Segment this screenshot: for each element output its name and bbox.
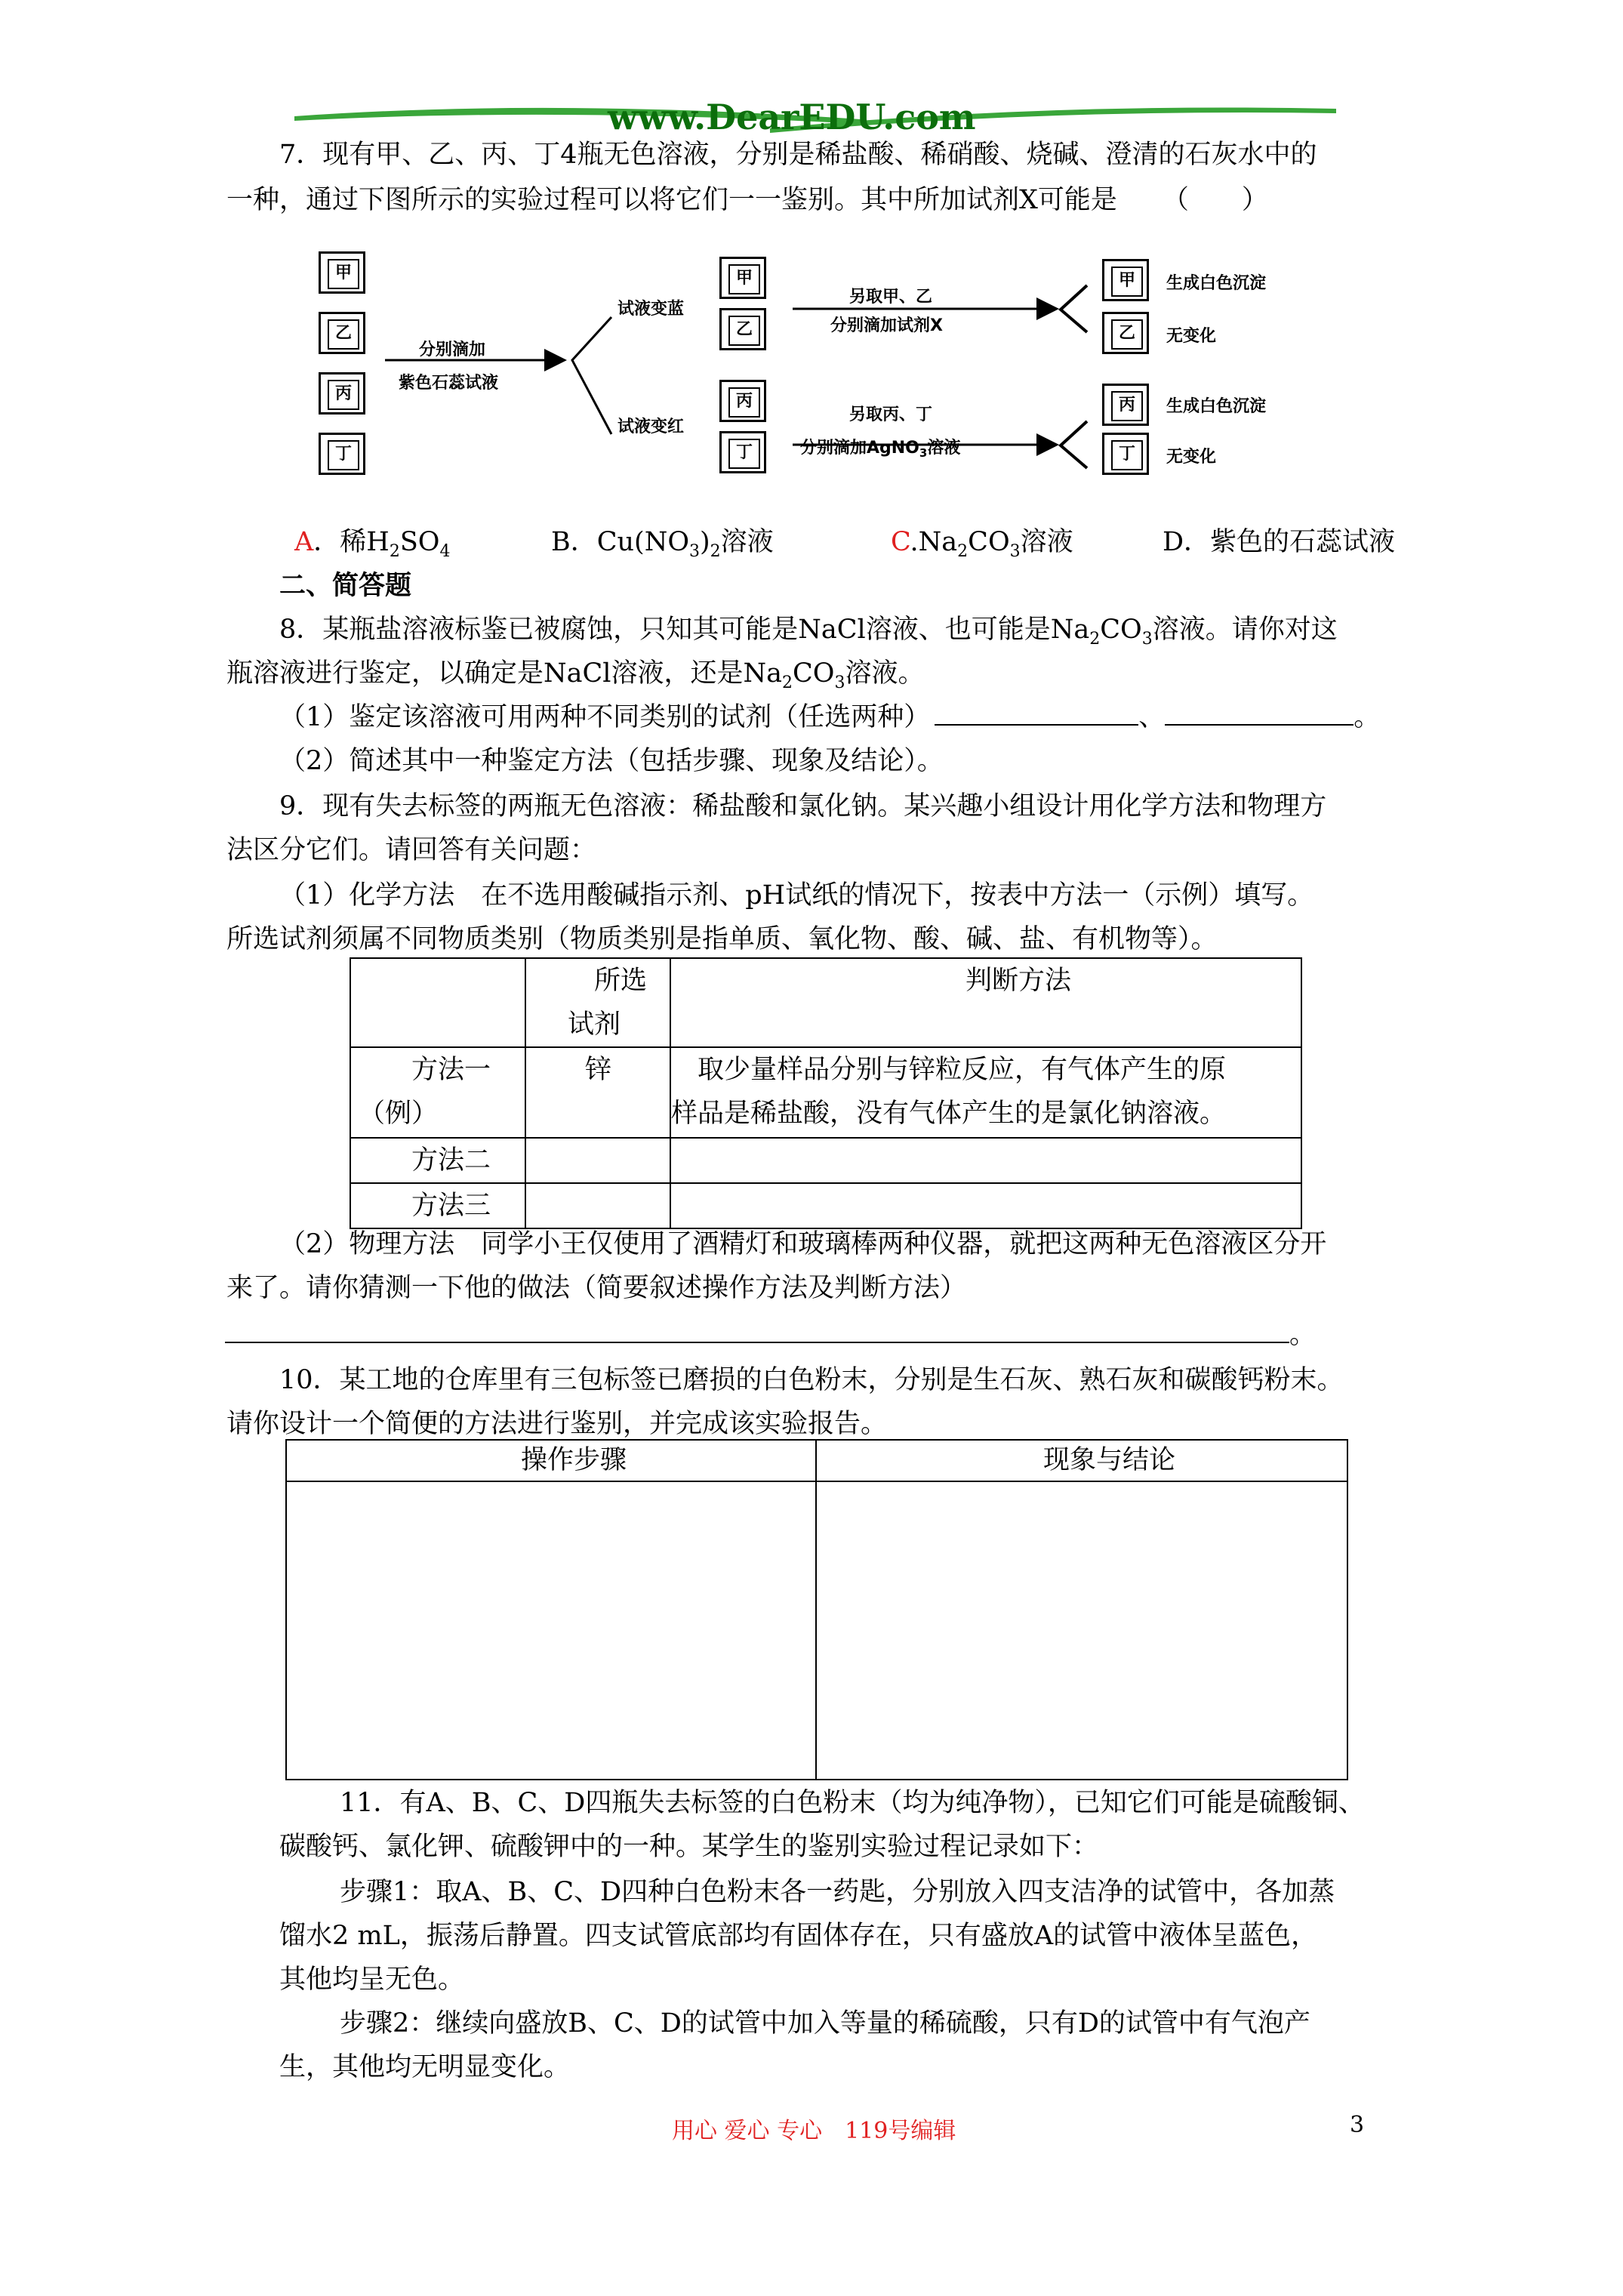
q10-line2: 请你设计一个简便的方法进行鉴别，并完成该实验报告。 <box>226 1409 888 1439</box>
row2-name: 方法二 <box>411 1145 491 1176</box>
row3-name: 方法三 <box>411 1191 491 1221</box>
answer-paren: （ ） <box>1162 185 1268 215</box>
header-reagent-2: 试剂 <box>568 1009 621 1040</box>
branch-blue-label: 试液变蓝 <box>617 300 685 319</box>
header-judge: 判断方法 <box>965 966 1072 996</box>
bottle-ding-3: 丁 <box>1102 433 1149 475</box>
site-url[interactable]: www.DearEDU.com <box>608 97 976 137</box>
bottle-bing: 丙 <box>319 372 365 415</box>
answer-blank-3[interactable] <box>225 1319 1289 1343</box>
q9-line1: 9．现有失去标签的两瓶无色溶液：稀盐酸和氯化钠。某兴趣小组设计用化学方法和物理方 <box>279 791 1327 821</box>
option-a[interactable]: A．稀$H_2SO_4$ <box>294 527 451 561</box>
arrow1-bottom-label: 紫色石蕊试液 <box>399 374 499 393</box>
row2-judge-cell[interactable] <box>670 1138 1301 1183</box>
q8-sub1: （1）鉴定该溶液可用两种不同类别的试剂（任选两种） 、 。 <box>279 702 1381 732</box>
row1-judge-1: 取少量样品分别与锌粒反应，有气体产生的原 <box>671 1055 1227 1085</box>
footer-text: 用心 爱心 专心 119号编辑 <box>672 2118 956 2144</box>
q10-line1: 10．某工地的仓库里有三包标签已磨损的白色粉末，分别是生石灰、熟石灰和碳酸钙粉末。 <box>279 1365 1344 1395</box>
q11-line2: 碳酸钙、氯化钾、硫酸钾中的一种。某学生的鉴别实验过程记录如下： <box>279 1832 1099 1862</box>
row1-name-2: （例） <box>359 1099 439 1129</box>
row2-reagent-cell[interactable] <box>525 1138 670 1183</box>
q9-table-corner <box>350 958 525 1047</box>
row3-reagent-cell[interactable] <box>525 1183 670 1228</box>
q11-line1: 11．有A、B、C、D四瓶失去标签的白色粉末（均为纯净物），已知它们可能是硫酸铜、 <box>340 1788 1365 1818</box>
col-steps: 操作步骤 <box>521 1445 627 1475</box>
q9-line3: （1）化学方法 在不选用酸碱指示剂、pH试纸的情况下，按表中方法一（示例）填写。 <box>279 880 1314 911</box>
bottle-yi-2: 乙 <box>719 308 766 350</box>
q10-table <box>285 1439 1348 1780</box>
q9-line5: （2）物理方法 同学小王仅使用了酒精灯和玻璃棒两种仪器，就把这两种无色溶液区分开 <box>279 1229 1327 1259</box>
section-title: 二、简答题 <box>279 570 412 601</box>
result-white-1: 生成白色沉淀 <box>1166 274 1267 293</box>
q7-line2: 一种，通过下图所示的实验过程可以将它们一一鉴别。其中所加试剂X可能是 （ ） <box>226 185 1268 215</box>
header-reagent-1: 所选 <box>594 966 648 996</box>
q9-line4: 所选试剂须属不同物质类别（物质类别是指单质、氧化物、酸、碱、盐、有机物等）。 <box>226 924 1218 954</box>
q11-line6: 步骤2：继续向盛放B、C、D的试管中加入等量的稀硫酸，只有D的试管中有气泡产 <box>340 2008 1310 2039</box>
bottle-jia-2: 甲 <box>719 257 766 299</box>
result-none-2: 无变化 <box>1166 448 1217 467</box>
q7-line1: 7．现有甲、乙、丙、丁4瓶无色溶液，分别是稀盐酸、稀硝酸、烧碱、澄清的石灰水中的 <box>279 140 1317 170</box>
row1-judge-2: 样品是稀盐酸，没有气体产生的是氯化钠溶液。 <box>671 1099 1227 1129</box>
bottle-yi-3: 乙 <box>1102 312 1149 354</box>
q11-line5: 其他均呈无色。 <box>279 1965 465 1995</box>
bottle-bing-3: 丙 <box>1102 384 1149 426</box>
option-b[interactable]: B．$Cu(NO_3)_2$溶液 <box>551 527 774 561</box>
q9-line6: 来了。请你猜测一下他的做法（简要叙述操作方法及判断方法） <box>226 1273 967 1303</box>
arrow1-top-label: 分别滴加 <box>419 341 486 359</box>
col-result: 现象与结论 <box>1043 1445 1176 1475</box>
arrow2-bottom-label: 分别滴加试剂X <box>830 316 943 335</box>
arrow3-top-label: 另取丙、丁 <box>849 405 933 424</box>
q9-line7: 。 <box>225 1314 1316 1356</box>
result-white-2: 生成白色沉淀 <box>1166 397 1267 416</box>
q11-line4: 馏水2 mL，振荡后静置。四支试管底部均有固体存在，只有盛放A的试管中液体呈蓝色， <box>279 1921 1318 1951</box>
q11-line7: 生，其他均无明显变化。 <box>279 2052 571 2082</box>
arrow3-bottom-label: 分别滴加AgNO$_3$溶液 <box>800 439 961 460</box>
answer-blank-1[interactable] <box>935 701 1138 726</box>
bottle-yi: 乙 <box>319 312 365 354</box>
bottle-jia-3: 甲 <box>1102 259 1149 301</box>
q8-line1: 8．某瓶盐溶液标鉴已被腐蚀，只知其可能是NaCl溶液、也可能是$Na_2CO_3$溶液。请你对这 <box>279 615 1338 649</box>
answer-blank-2[interactable] <box>1165 701 1354 726</box>
bottle-jia: 甲 <box>319 251 365 294</box>
bottle-ding-2: 丁 <box>719 431 766 473</box>
q11-line3: 步骤1：取A、B、C、D四种白色粉末各一药匙，分别放入四支洁净的试管中，各加蒸 <box>340 1877 1335 1907</box>
row1-reagent: 锌 <box>585 1055 612 1085</box>
row3-judge-cell[interactable] <box>670 1183 1301 1228</box>
result-answer-cell[interactable] <box>816 1481 1347 1780</box>
page-number: 3 <box>1350 2112 1365 2138</box>
q8-sub2: （2）简述其中一种鉴定方法（包括步骤、现象及结论）。 <box>279 746 944 776</box>
q9-line2: 法区分它们。请回答有关问题： <box>226 835 597 865</box>
q8-line2: 瓶溶液进行鉴定，以确定是NaCl溶液，还是$Na_2CO_3$溶液。 <box>226 658 925 692</box>
option-c[interactable]: $C.Na_2CO_3$溶液 <box>891 527 1073 561</box>
bottle-bing-2: 丙 <box>719 380 766 422</box>
result-none-1: 无变化 <box>1166 327 1217 346</box>
row1-name-1: 方法一 <box>411 1055 491 1085</box>
branch-red-label: 试液变红 <box>617 418 685 436</box>
steps-answer-cell[interactable] <box>286 1481 816 1780</box>
q9-table <box>350 957 1302 1229</box>
bottle-ding: 丁 <box>319 433 365 475</box>
option-d[interactable]: D．紫色的石蕊试液 <box>1163 527 1396 557</box>
arrow2-top-label: 另取甲、乙 <box>849 288 933 307</box>
